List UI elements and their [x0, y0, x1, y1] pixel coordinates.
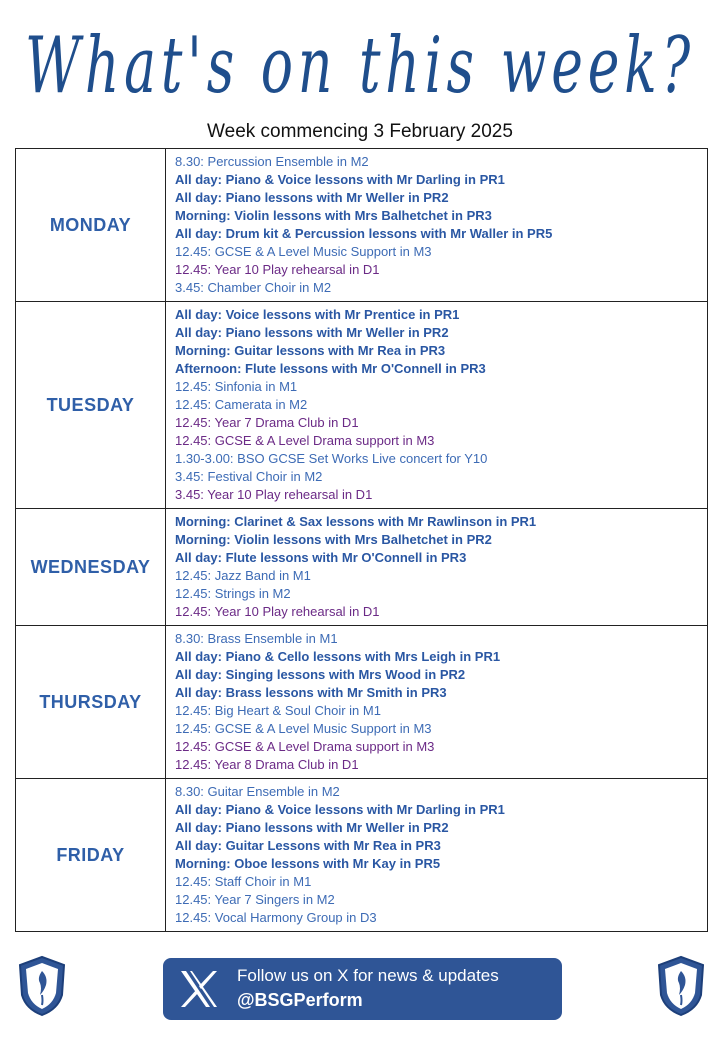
event-item: 12.45: Camerata in M2 — [175, 397, 308, 412]
event-item: 3.45: Festival Choir in M2 — [175, 469, 323, 484]
day-events-cell — [166, 149, 708, 302]
school-crest-icon — [16, 955, 68, 1017]
social-follow-banner[interactable] — [163, 958, 562, 1020]
day-events-cell — [166, 626, 708, 779]
event-item: 12.45: Year 10 Play rehearsal in D1 — [175, 262, 380, 277]
event-item: 12.45: Staff Choir in M1 — [175, 874, 312, 889]
event-item: Morning: Oboe lessons with Mr Kay in PR5 — [175, 856, 441, 871]
event-item: 12.45: GCSE & A Level Music Support in M3 — [175, 721, 432, 736]
event-item: 3.45: Year 10 Play rehearsal in D1 — [175, 487, 373, 502]
event-item: 3.45: Chamber Choir in M2 — [175, 280, 332, 295]
day-label: WEDNESDAY — [16, 509, 166, 626]
day-label: MONDAY — [16, 149, 166, 302]
event-item: 12.45: Year 7 Drama Club in D1 — [175, 415, 359, 430]
event-item: 12.45: Big Heart & Soul Choir in M1 — [175, 703, 381, 718]
day-label: TUESDAY — [16, 302, 166, 509]
event-item: Afternoon: Flute lessons with Mr O'Connell in PR3 — [175, 361, 486, 376]
event-item: Morning: Guitar lessons with Mr Rea in PR3 — [175, 343, 446, 358]
event-item: All day: Guitar Lessons with Mr Rea in PR3 — [175, 838, 441, 853]
event-item: Morning: Clarinet & Sax lessons with Mr Rawlinson in PR1 — [175, 514, 537, 529]
event-item: 8.30: Percussion Ensemble in M2 — [175, 154, 369, 169]
event-item: 8.30: Brass Ensemble in M1 — [175, 631, 338, 646]
day-events-cell — [166, 779, 708, 932]
page-title-text: What's on this week? — [25, 21, 695, 111]
event-item: 12.45: GCSE & A Level Drama support in M3 — [175, 739, 435, 754]
school-crest-icon-right — [655, 955, 707, 1017]
event-item: 12.45: GCSE & A Level Drama support in M3 — [175, 433, 435, 448]
day-events-cell — [166, 509, 708, 626]
day-row-wednesday — [16, 509, 708, 626]
day-row-friday — [16, 779, 708, 932]
event-item: Morning: Violin lessons with Mrs Balhetchet in PR2 — [175, 532, 492, 547]
event-item: 12.45: Sinfonia in M1 — [175, 379, 298, 394]
week-commencing-subtitle: Week commencing 3 February 2025 — [207, 121, 513, 142]
event-item: 12.45: Year 8 Drama Club in D1 — [175, 757, 359, 772]
event-item: All day: Singing lessons with Mrs Wood in PR2 — [175, 667, 466, 682]
event-item: 1.30-3.00: BSO GCSE Set Works Live concert for Y10 — [175, 451, 488, 466]
event-item: All day: Flute lessons with Mr O'Connell in PR3 — [175, 550, 467, 565]
weekly-schedule-table — [15, 148, 708, 932]
event-item: 12.45: GCSE & A Level Music Support in M3 — [175, 244, 432, 259]
follow-us-text: Follow us on X for news & updates — [237, 966, 499, 985]
day-label: THURSDAY — [16, 626, 166, 779]
day-events-cell — [166, 302, 708, 509]
event-item: All day: Piano & Voice lessons with Mr Darling in PR1 — [175, 172, 505, 187]
day-label: FRIDAY — [16, 779, 166, 932]
event-item: 12.45: Vocal Harmony Group in D3 — [175, 910, 377, 925]
day-row-monday — [16, 149, 708, 302]
event-item: Morning: Violin lessons with Mrs Balhetchet in PR3 — [175, 208, 492, 223]
event-item: 8.30: Guitar Ensemble in M2 — [175, 784, 340, 799]
event-item: All day: Piano lessons with Mr Weller in PR2 — [175, 325, 449, 340]
social-handle-link[interactable]: @BSGPerform — [237, 990, 363, 1010]
event-item: All day: Drum kit & Percussion lessons with Mr Waller in PR5 — [175, 226, 553, 241]
x-logo-icon — [177, 967, 221, 1011]
event-item: All day: Piano lessons with Mr Weller in PR2 — [175, 820, 449, 835]
event-item: All day: Voice lessons with Mr Prentice in PR1 — [175, 307, 460, 322]
event-item: 12.45: Strings in M2 — [175, 586, 291, 601]
event-item: 12.45: Year 7 Singers in M2 — [175, 892, 335, 907]
page-title — [0, 0, 720, 118]
event-item: 12.45: Jazz Band in M1 — [175, 568, 311, 583]
event-item: All day: Piano lessons with Mr Weller in PR2 — [175, 190, 449, 205]
event-item: All day: Piano & Voice lessons with Mr Darling in PR1 — [175, 802, 505, 817]
day-row-tuesday — [16, 302, 708, 509]
event-item: All day: Brass lessons with Mr Smith in PR3 — [175, 685, 447, 700]
day-row-thursday — [16, 626, 708, 779]
event-item: All day: Piano & Cello lessons with Mrs Leigh in PR1 — [175, 649, 501, 664]
event-item: 12.45: Year 10 Play rehearsal in D1 — [175, 604, 380, 619]
